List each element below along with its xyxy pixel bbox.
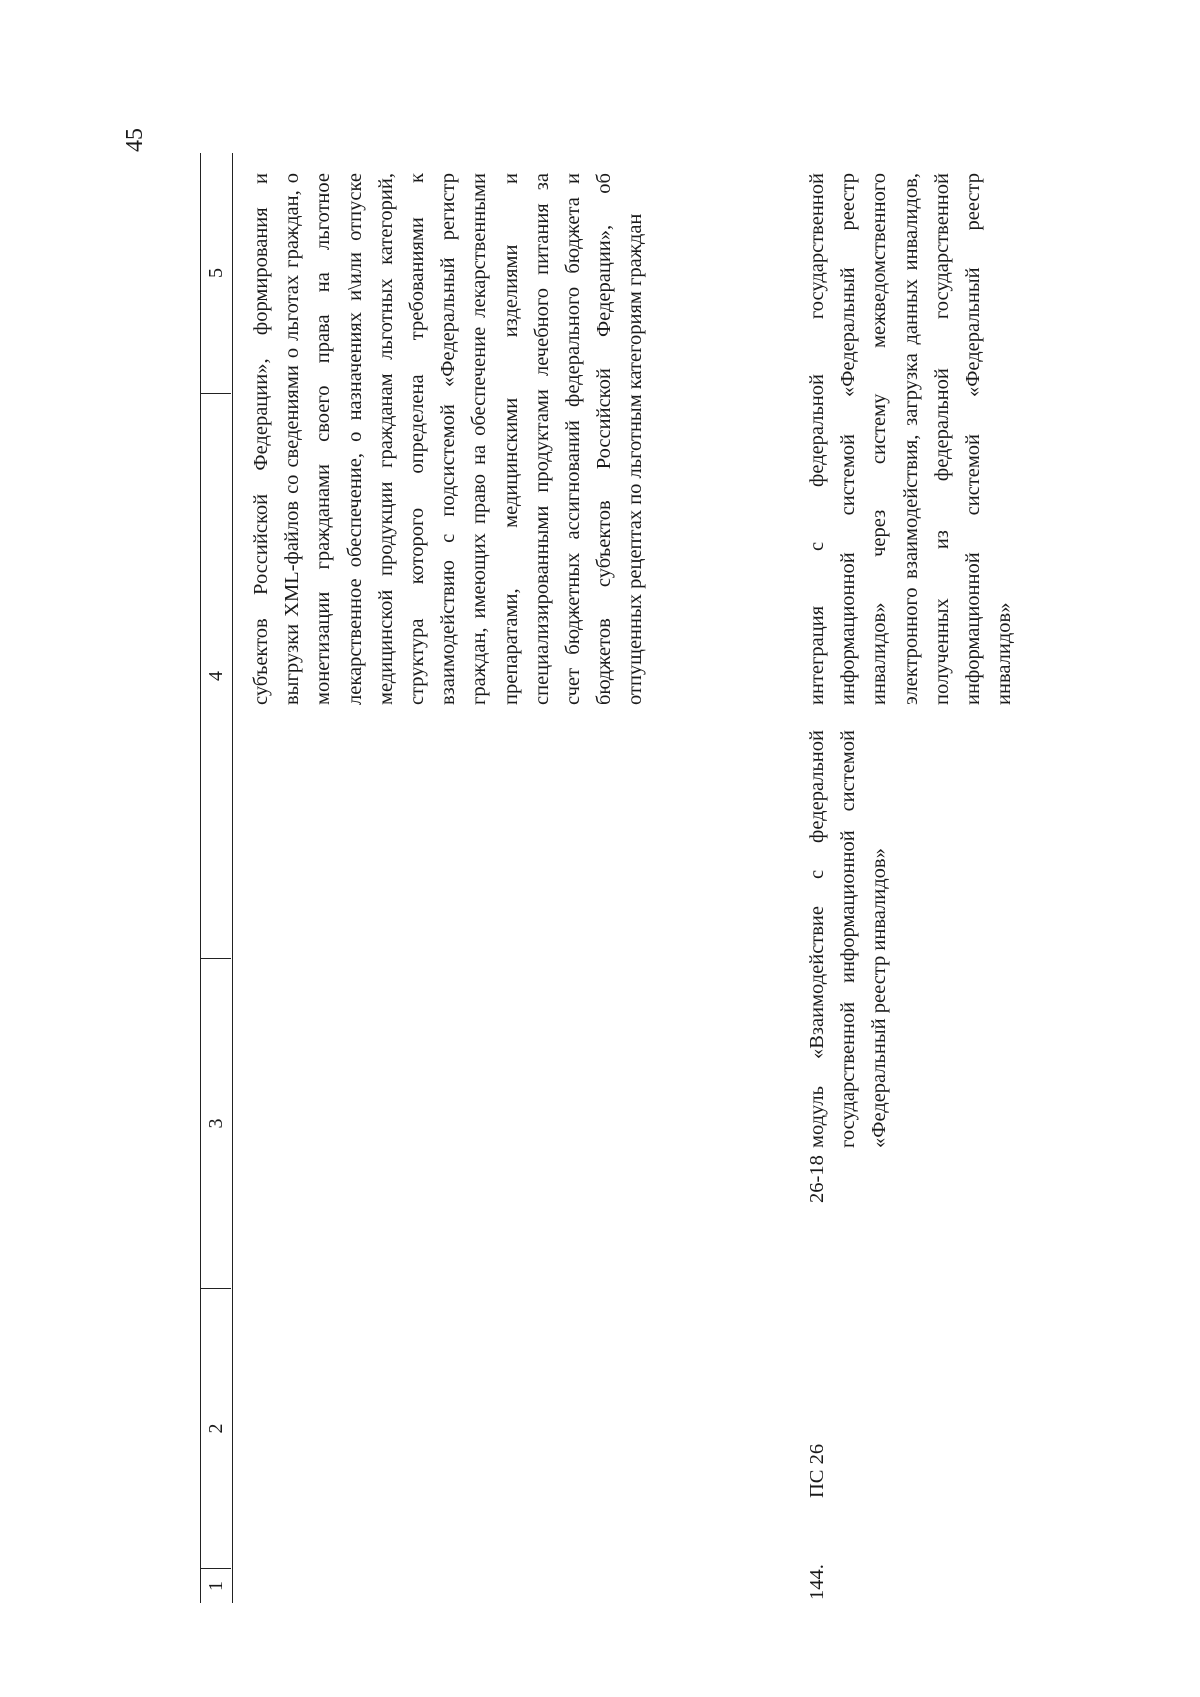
page-number: 45 <box>122 128 148 152</box>
row-number: 144. <box>806 1564 828 1600</box>
column-header-5: 5 <box>204 268 227 278</box>
column-header-2: 2 <box>201 1288 231 1568</box>
table-header-row <box>200 153 233 1603</box>
column-header-1: 1 <box>201 1568 231 1603</box>
column-header-4: 4 <box>201 393 231 958</box>
module-function: интеграция с федеральной государственной информационной системой «Федеральный реестр инвалидов» через систему межведомственного электронного взаимодействия, загрузка данных инвалидов, полученных из федеральной государственной информационной системой «Федеральный реестр инвалидов» <box>806 173 1016 705</box>
module-code: 26-18 <box>806 1155 828 1203</box>
column-header-3: 3 <box>201 958 231 1288</box>
rotated-table-page <box>200 153 1020 1603</box>
subsystem-code: ПС 26 <box>806 1443 828 1498</box>
module-description: модуль «Взаимодействие с федеральной государственной информационной системой «Федеральный реестр инвалидов» <box>806 730 891 1148</box>
continued-function-text: субъектов Российской Федерации», формирования и выгрузки XML-файлов со сведениями о льготах граждан, о монетизации гражданами своего права на льготное лекарственное обеспечение, о назначениях и\или отпуске медицинской продукции гражданам льготных категорий, структура которого определена требованиями к взаимодействию с подсистемой «Федеральный регистр граждан, имеющих право на обеспечение лекарственными препаратами, медицинскими изделиями и специализированными продуктами лечебного питания за счет бюджетных ассигнований федерального бюджета и бюджетов субъектов Российской Федерации», об отпущенных рецептах по льготным категориям граждан <box>250 173 647 705</box>
